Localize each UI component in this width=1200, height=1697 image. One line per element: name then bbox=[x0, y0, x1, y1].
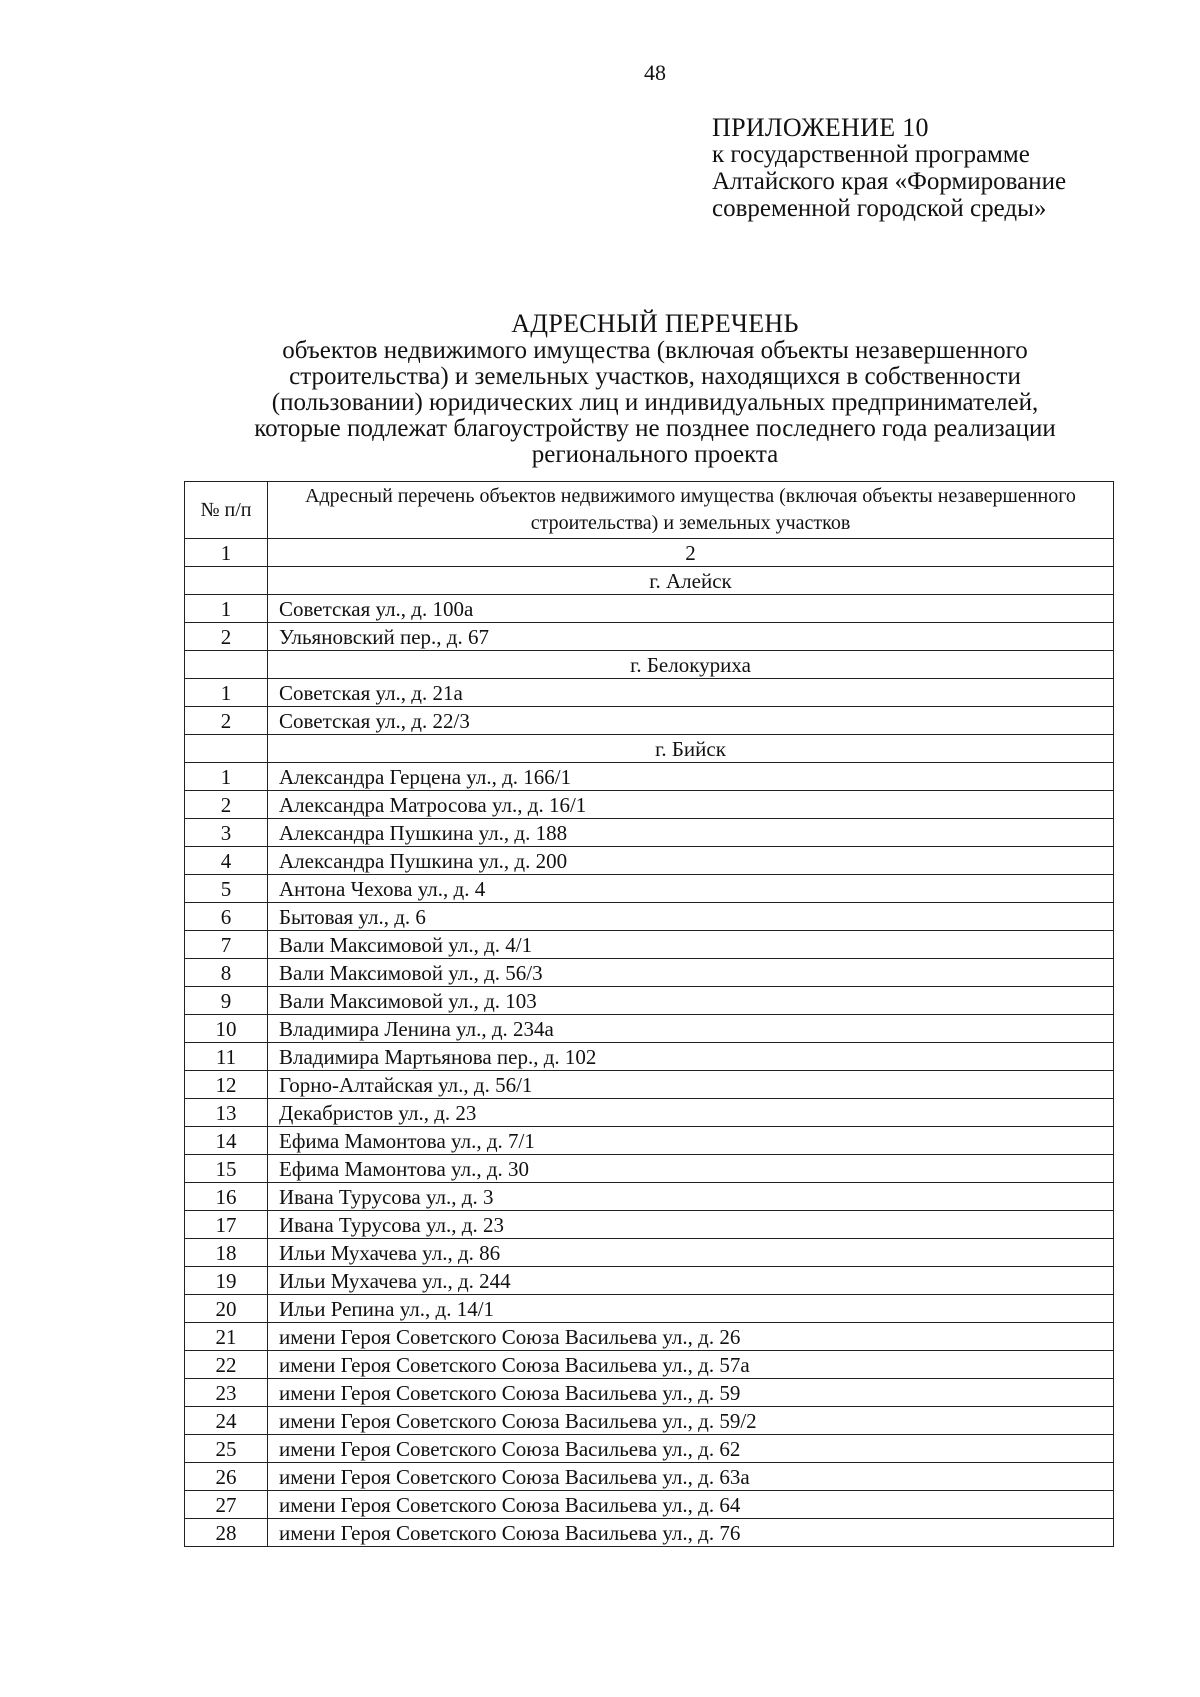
row-number: 3 bbox=[185, 819, 268, 847]
table-row bbox=[185, 1127, 1114, 1155]
table-row bbox=[185, 1463, 1114, 1491]
section-city: г. Белокуриха bbox=[268, 651, 1114, 679]
section-row bbox=[185, 651, 1114, 679]
section-city: г. Алейск bbox=[268, 567, 1114, 595]
row-address: имени Героя Советского Союза Васильева ул., д. 76 bbox=[268, 1519, 1114, 1547]
subtitle-line: регионального проекта bbox=[531, 441, 779, 468]
row-number: 2 bbox=[185, 791, 268, 819]
row-number: 23 bbox=[185, 1379, 268, 1407]
table-row bbox=[185, 707, 1114, 735]
row-address: Бытовая ул., д. 6 bbox=[268, 903, 1114, 931]
subtitle-line: (пользовании) юридических лиц и индивидуальных предпринимателей, bbox=[271, 389, 1039, 416]
table-row bbox=[185, 1099, 1114, 1127]
row-address: Ефима Мамонтова ул., д. 7/1 bbox=[268, 1127, 1114, 1155]
row-number: 17 bbox=[185, 1211, 268, 1239]
row-address: Вали Максимовой ул., д. 56/3 bbox=[268, 959, 1114, 987]
row-address: имени Героя Советского Союза Васильева ул., д. 59/2 bbox=[268, 1407, 1114, 1435]
row-address: Ивана Турусова ул., д. 23 bbox=[268, 1211, 1114, 1239]
row-address: Александра Пушкина ул., д. 200 bbox=[268, 847, 1114, 875]
row-number: 1 bbox=[185, 595, 268, 623]
row-number: 4 bbox=[185, 847, 268, 875]
subtitle-line: объектов недвижимого имущества (включая объекты незавершенного bbox=[282, 337, 1028, 364]
appendix-title: ПРИЛОЖЕНИЕ 10 bbox=[712, 113, 929, 142]
row-number: 2 bbox=[185, 707, 268, 735]
header-number: № п/п bbox=[185, 482, 268, 539]
table-header-row bbox=[185, 482, 1114, 539]
table-row bbox=[185, 1323, 1114, 1351]
row-address: имени Героя Советского Союза Васильева ул., д. 62 bbox=[268, 1435, 1114, 1463]
table-row bbox=[185, 679, 1114, 707]
column-number: 1 bbox=[185, 539, 268, 567]
row-number: 13 bbox=[185, 1099, 268, 1127]
row-address: Ильи Мухачева ул., д. 244 bbox=[268, 1267, 1114, 1295]
section-city: г. Бийск bbox=[268, 735, 1114, 763]
table-row bbox=[185, 763, 1114, 791]
table-row bbox=[185, 623, 1114, 651]
address-table-body bbox=[185, 482, 1114, 1547]
row-number: 1 bbox=[185, 763, 268, 791]
table-row bbox=[185, 959, 1114, 987]
table-row bbox=[185, 1267, 1114, 1295]
table-row bbox=[185, 1155, 1114, 1183]
row-address: Александра Матросова ул., д. 16/1 bbox=[268, 791, 1114, 819]
row-number: 26 bbox=[185, 1463, 268, 1491]
row-number: 2 bbox=[185, 623, 268, 651]
table-row bbox=[185, 1435, 1114, 1463]
subtitle-line: которые подлежат благоустройству не позднее последнего года реализации bbox=[254, 415, 1056, 442]
row-address: Ивана Турусова ул., д. 3 bbox=[268, 1183, 1114, 1211]
appendix-line: Алтайского края «Формирование bbox=[712, 168, 1067, 195]
row-number: 27 bbox=[185, 1491, 268, 1519]
row-number: 8 bbox=[185, 959, 268, 987]
row-number: 12 bbox=[185, 1071, 268, 1099]
table-row bbox=[185, 931, 1114, 959]
row-number: 21 bbox=[185, 1323, 268, 1351]
address-table bbox=[184, 481, 1114, 1547]
table-row bbox=[185, 791, 1114, 819]
row-address: Антона Чехова ул., д. 4 bbox=[268, 875, 1114, 903]
row-number: 24 bbox=[185, 1407, 268, 1435]
table-row bbox=[185, 1491, 1114, 1519]
table-row bbox=[185, 1071, 1114, 1099]
table-row bbox=[185, 903, 1114, 931]
row-number: 20 bbox=[185, 1295, 268, 1323]
row-address: Александра Пушкина ул., д. 188 bbox=[268, 819, 1114, 847]
row-address: Александра Герцена ул., д. 166/1 bbox=[268, 763, 1114, 791]
table-row bbox=[185, 1211, 1114, 1239]
row-number: 16 bbox=[185, 1183, 268, 1211]
appendix-line: современной городской среды» bbox=[712, 195, 1047, 222]
table-row bbox=[185, 595, 1114, 623]
row-address: имени Героя Советского Союза Васильева ул., д. 64 bbox=[268, 1491, 1114, 1519]
row-address: имени Героя Советского Союза Васильева ул., д. 63а bbox=[268, 1463, 1114, 1491]
row-address: Декабристов ул., д. 23 bbox=[268, 1099, 1114, 1127]
document-subtitle bbox=[190, 338, 1120, 468]
row-number: 10 bbox=[185, 1015, 268, 1043]
row-number: 7 bbox=[185, 931, 268, 959]
column-number: 2 bbox=[268, 539, 1114, 567]
appendix-line: к государственной программе bbox=[712, 141, 1030, 168]
table-row bbox=[185, 1351, 1114, 1379]
row-number: 25 bbox=[185, 1435, 268, 1463]
table-row bbox=[185, 1407, 1114, 1435]
section-row bbox=[185, 735, 1114, 763]
row-address: Ильи Репина ул., д. 14/1 bbox=[268, 1295, 1114, 1323]
row-address: Советская ул., д. 100а bbox=[268, 595, 1114, 623]
row-number: 18 bbox=[185, 1239, 268, 1267]
section-row bbox=[185, 567, 1114, 595]
section-empty-cell bbox=[185, 735, 268, 763]
table-row bbox=[185, 875, 1114, 903]
row-number: 6 bbox=[185, 903, 268, 931]
table-row bbox=[185, 1043, 1114, 1071]
row-address: имени Героя Советского Союза Васильева ул., д. 26 bbox=[268, 1323, 1114, 1351]
row-address: Владимира Мартьянова пер., д. 102 bbox=[268, 1043, 1114, 1071]
page-number: 48 bbox=[644, 60, 666, 85]
row-number: 28 bbox=[185, 1519, 268, 1547]
section-empty-cell bbox=[185, 567, 268, 595]
table-row bbox=[185, 1015, 1114, 1043]
row-number: 9 bbox=[185, 987, 268, 1015]
table-row bbox=[185, 1239, 1114, 1267]
appendix-header bbox=[712, 114, 1172, 222]
table-row bbox=[185, 847, 1114, 875]
column-numbers-row bbox=[185, 539, 1114, 567]
row-number: 11 bbox=[185, 1043, 268, 1071]
row-address: имени Героя Советского Союза Васильева ул., д. 59 bbox=[268, 1379, 1114, 1407]
header-address: Адресный перечень объектов недвижимого имущества (включая объекты незавершенного строительства) и земельных участков bbox=[268, 482, 1114, 539]
row-number: 14 bbox=[185, 1127, 268, 1155]
row-address: Вали Максимовой ул., д. 103 bbox=[268, 987, 1114, 1015]
row-number: 15 bbox=[185, 1155, 268, 1183]
row-address: Ильи Мухачева ул., д. 86 bbox=[268, 1239, 1114, 1267]
table-row bbox=[185, 1295, 1114, 1323]
row-number: 22 bbox=[185, 1351, 268, 1379]
subtitle-line: строительства) и земельных участков, находящихся в собственности bbox=[289, 363, 1021, 390]
row-address: Ефима Мамонтова ул., д. 30 bbox=[268, 1155, 1114, 1183]
table-row bbox=[185, 987, 1114, 1015]
section-empty-cell bbox=[185, 651, 268, 679]
row-address: Советская ул., д. 22/3 bbox=[268, 707, 1114, 735]
row-address: Вали Максимовой ул., д. 4/1 bbox=[268, 931, 1114, 959]
row-address: Советская ул., д. 21а bbox=[268, 679, 1114, 707]
table-row bbox=[185, 819, 1114, 847]
row-number: 19 bbox=[185, 1267, 268, 1295]
document-title: АДРЕСНЫЙ ПЕРЕЧЕНЬ bbox=[511, 309, 799, 338]
table-row bbox=[185, 1183, 1114, 1211]
row-number: 5 bbox=[185, 875, 268, 903]
row-address: Ульяновский пер., д. 67 bbox=[268, 623, 1114, 651]
row-number: 1 bbox=[185, 679, 268, 707]
row-address: Владимира Ленина ул., д. 234а bbox=[268, 1015, 1114, 1043]
table-row bbox=[185, 1519, 1114, 1547]
row-address: Горно-Алтайская ул., д. 56/1 bbox=[268, 1071, 1114, 1099]
row-address: имени Героя Советского Союза Васильева ул., д. 57а bbox=[268, 1351, 1114, 1379]
table-row bbox=[185, 1379, 1114, 1407]
